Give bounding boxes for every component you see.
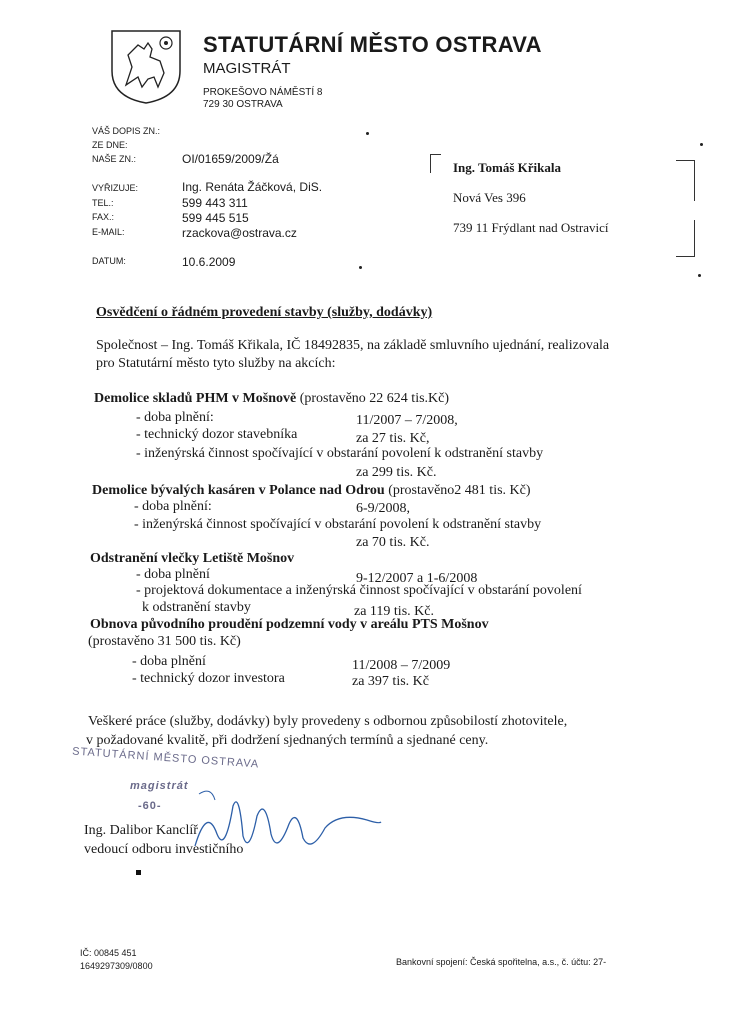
project-2-item-1-value: 6-9/2008, — [356, 501, 411, 516]
project-3-item-1-value: 9-12/2007 a 1-6/2008 — [356, 571, 478, 586]
footer-bank: Bankovní spojení: Česká spořitelna, a.s., č. účtu: 27- — [396, 957, 607, 967]
footer-dic: 1649297309/0800 — [80, 961, 153, 971]
label-tel: TEL.: — [92, 198, 114, 208]
project-3-name: Odstranění vlečky Letiště Mošnov — [90, 551, 295, 566]
address-bracket-top-right — [676, 160, 695, 201]
closing-line-1: Veškeré práce (služby, dodávky) byly provedeny s odbornou způsobilostí zhotovitele, — [88, 714, 568, 729]
project-1-name: Demolice skladů PHM v Mošnově — [94, 391, 297, 406]
label-email: E-MAIL: — [92, 227, 125, 237]
stamp-number: -60- — [138, 800, 162, 812]
label-vyrizuje: VYŘIZUJE: — [92, 183, 139, 193]
label-vas-dopis: VÁŠ DOPIS ZN.: — [92, 126, 161, 136]
project-1-item-3-value: za 299 tis. Kč. — [356, 465, 437, 480]
project-2-item-2-value: za 70 tis. Kč. — [356, 535, 430, 550]
signer-role: vedoucí odboru investičního — [84, 842, 244, 857]
handwritten-signature — [185, 776, 385, 876]
project-1-item-3-label: - inženýrská činnost spočívající v obstarání povolení k odstranění stavby — [136, 446, 544, 461]
handled-by: Ing. Renáta Žáčková, DiS. — [182, 180, 323, 194]
address-city: 729 30 OSTRAVA — [203, 99, 283, 110]
project-4-note: (prostavěno 31 500 tis. Kč) — [88, 634, 241, 649]
address-bracket-bottom-right — [676, 220, 695, 257]
project-2-item-1-label: - doba plnění: — [134, 499, 212, 514]
label-ze-dne: ZE DNE: — [92, 140, 128, 150]
project-1-heading — [94, 391, 449, 407]
stamp-line-1: STATUTÁRNÍ MĚSTO OSTRAVA — [71, 745, 260, 771]
recipient-street: Nová Ves 396 — [453, 190, 526, 205]
project-2-note: (prostavěno2 481 tis. Kč) — [384, 483, 531, 498]
label-fax: FAX.: — [92, 212, 115, 222]
organization-name: STATUTÁRNÍ MĚSTO OSTRAVA — [203, 32, 542, 57]
project-4-item-2-value: za 397 tis. Kč — [352, 674, 429, 689]
project-1-item-1-value: 11/2007 – 7/2008, — [356, 413, 458, 428]
project-4-name: Obnova původního proudění podzemní vody v areálu PTS Mošnov — [90, 617, 489, 632]
project-2-item-2-label: - inženýrská činnost spočívající v obstarání povolení k odstranění stavby — [134, 517, 542, 532]
project-3-item-1-label: - doba plnění — [136, 567, 210, 582]
recipient-city: 739 11 Frýdlant nad Ostravicí — [453, 220, 609, 235]
bullet-mark — [136, 870, 141, 875]
signer-name: Ing. Dalibor Kanclíř — [84, 823, 198, 838]
label-nase-zn: NAŠE ZN.: — [92, 154, 137, 164]
closing-line-2: v požadované kvalitě, při dodržení sjednaných termínů a sjednané ceny. — [86, 733, 489, 748]
stamp-line-2: magistrát — [130, 780, 189, 792]
intro-line-2: pro Statutární město tyto služby na akcích: — [96, 356, 336, 371]
document-title: Osvědčení o řádném provedení stavby (služby, dodávky) — [96, 305, 433, 320]
address-street: PROKEŠOVO NÁMĚSTÍ 8 — [203, 87, 323, 98]
city-crest-icon — [108, 27, 184, 105]
reference-number: OI/01659/2009/Žá — [182, 152, 279, 166]
project-3-item-2-label: - projektová dokumentace a inženýrská činnost spočívající v obstarání povolení — [136, 583, 582, 598]
project-2-name: Demolice bývalých kasáren v Polance nad Odrou — [92, 483, 385, 498]
project-3-item-2-value: za 119 tis. Kč. — [354, 604, 434, 619]
project-4-item-1-value: 11/2008 – 7/2009 — [352, 658, 451, 673]
email-address: rzackova@ostrava.cz — [182, 226, 297, 240]
phone-number: 599 443 311 — [182, 196, 248, 210]
document-date: 10.6.2009 — [182, 255, 236, 269]
fax-number: 599 445 515 — [182, 211, 249, 225]
project-1-item-1-label: - doba plnění: — [136, 410, 214, 425]
project-1-note: (prostavěno 22 624 tis.Kč) — [296, 391, 450, 406]
recipient-name: Ing. Tomáš Křikala — [453, 160, 562, 175]
project-1-item-2-value: za 27 tis. Kč, — [356, 431, 430, 446]
project-4-item-1-label: - doba plnění — [132, 654, 206, 669]
footer-ic: IČ: 00845 451 — [80, 948, 137, 958]
address-bracket-top-left — [430, 154, 441, 173]
organization-subname: MAGISTRÁT — [203, 60, 291, 77]
project-2-heading — [92, 483, 531, 499]
project-3-item-2-label-cont: k odstranění stavby — [142, 600, 251, 615]
intro-line-1: Společnost – Ing. Tomáš Křikala, IČ 18492835, na základě smluvního ujednání, realizovala — [96, 338, 610, 353]
project-1-item-2-label: - technický dozor stavebníka — [136, 427, 298, 442]
project-4-item-2-label: - technický dozor investora — [132, 671, 285, 686]
label-datum: DATUM: — [92, 256, 126, 266]
